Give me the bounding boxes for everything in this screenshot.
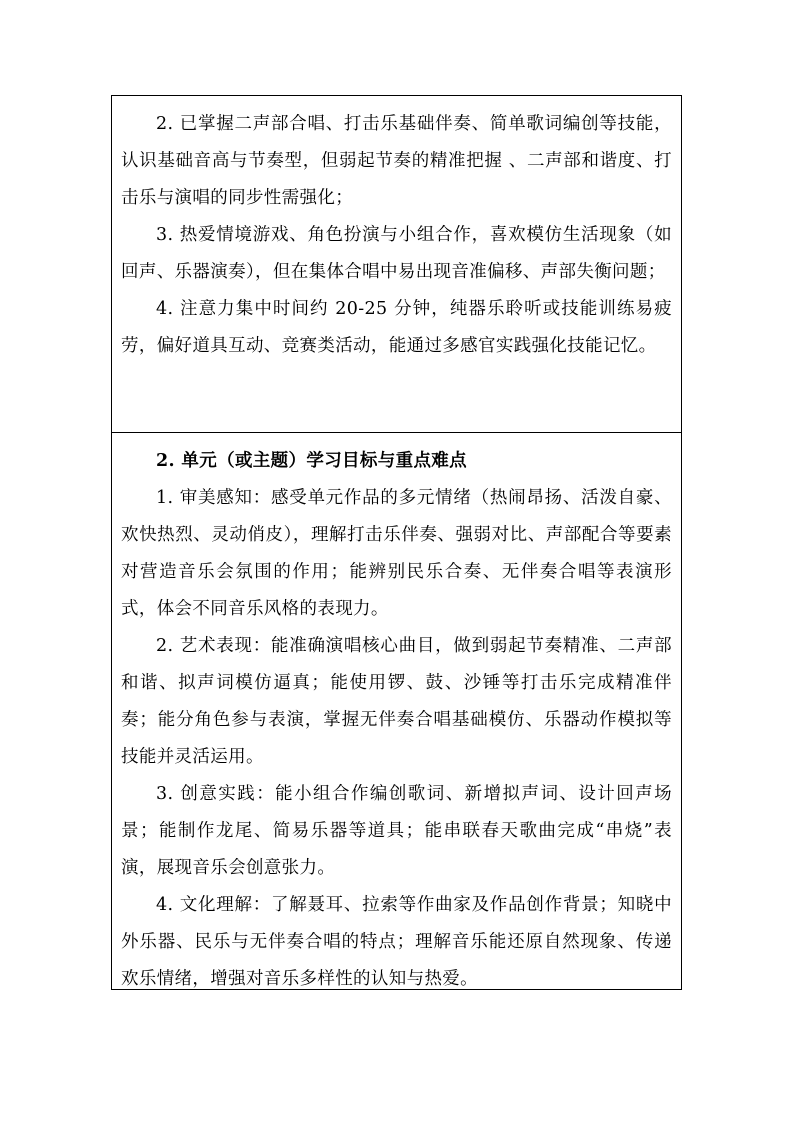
section-heading: 2. 单元（或主题）学习目标与重点难点: [156, 451, 468, 471]
objective-item-3: 3. 创意实践：能小组合作编创歌词、新增拟声词、设计回声场景；能制作龙尾、简易乐器等道具；能串联春天歌曲完成“串烧”表演，展现音乐会创意张力。: [121, 784, 672, 878]
table-row: [112, 96, 682, 433]
learner-item-3: 3. 热爱情境游戏、角色扮演与小组合作，喜欢模仿生活现象（如回声、乐器演奏），但在集体合唱中易出现音准偏移、声部失衡问题；: [121, 225, 672, 282]
content-table: [111, 95, 682, 990]
objective-item-2: 2. 艺术表现：能准确演唱核心曲目，做到弱起节奏精准、二声部和谐、拟声词模仿逼真；能使用锣、鼓、沙锤等打击乐完成精准伴奏；能分角色参与表演，掌握无伴奏合唱基础模仿、乐器动作模拟等技能并灵活运用。: [121, 636, 672, 767]
objective-item-4: 4. 文化理解：了解聂耳、拉索等作曲家及作品创作背景；知晓中外乐器、民乐与无伴奏合唱的特点；理解音乐能还原自然现象、传递欢乐情绪，增强对音乐多样性的认知与热爱。: [121, 895, 672, 989]
objectives-cell: [112, 433, 682, 990]
learner-item-2: 2. 已掌握二声部合唱、打击乐基础伴奏、简单歌词编创等技能，认识基础音高与节奏型，但弱起节奏的精准把握 、二声部和谐度、打击乐与演唱的同步性需强化；: [121, 114, 672, 208]
learner-item-4: 4. 注意力集中时间约 20-25 分钟，纯器乐聆听或技能训练易疲劳，偏好道具互动、竞赛类活动，能通过多感官实践强化技能记忆。: [121, 299, 672, 356]
table-row: [112, 433, 682, 990]
objective-item-1: 1. 审美感知：感受单元作品的多元情绪（热闹昂扬、活泼自豪、欢快热烈、灵动俏皮），理解打击乐伴奏、强弱对比、声部配合等要素对营造音乐会氛围的作用；能辨别民乐合奏、无伴奏合唱等表演形式，体会不同音乐风格的表现力。: [121, 488, 672, 619]
learner-analysis-cell: [112, 96, 682, 433]
